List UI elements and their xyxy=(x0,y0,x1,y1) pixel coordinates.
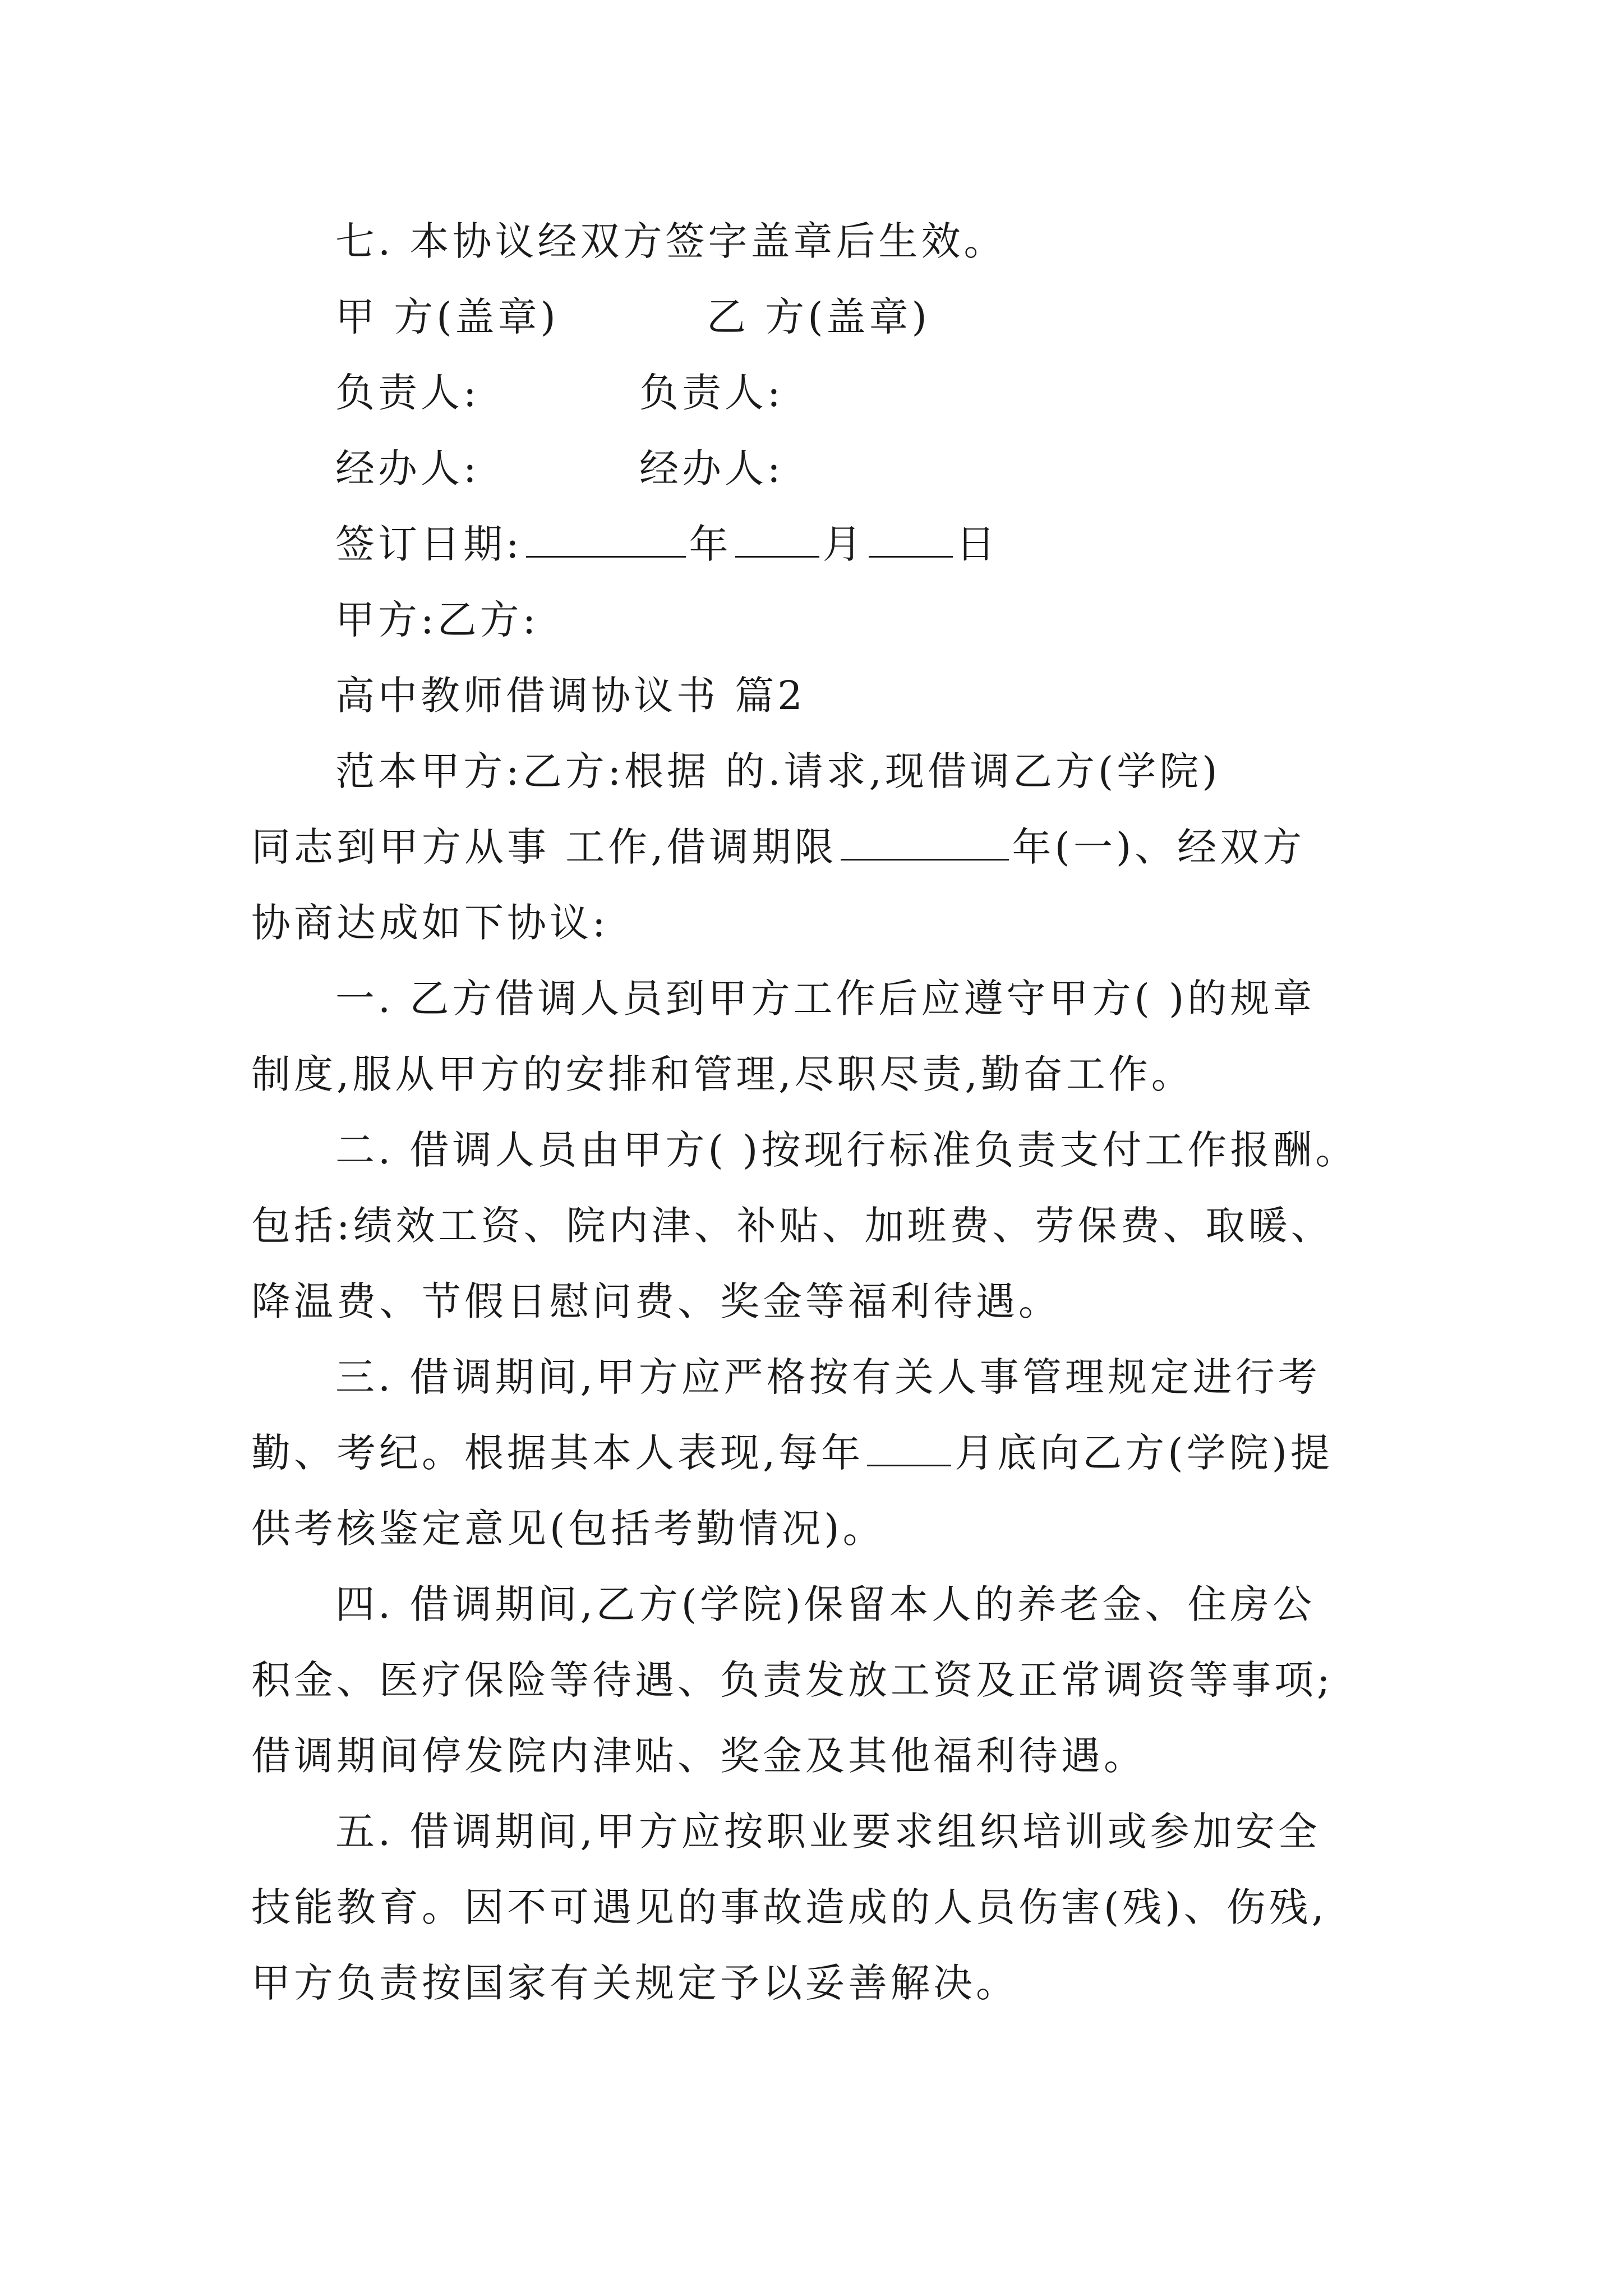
sign-date-line xyxy=(335,521,999,567)
clause-2-line-3: 降温费、节假日慰问费、奖金等福利待遇。 xyxy=(251,1278,1061,1324)
day-label: 日 xyxy=(956,521,999,567)
sign-date-label: 签订日期: xyxy=(335,521,523,567)
handler-a: 经办人: xyxy=(335,445,480,491)
clause-7: 七. 本协议经双方签字盖章后生效。 xyxy=(335,218,1007,264)
clause-2-line-2: 包括:绩效工资、院内津、补贴、加班费、劳保费、取暖、 xyxy=(251,1203,1334,1249)
intro-line-1: 范本甲方:乙方:根据 的.请求,现借调乙方(学院) xyxy=(335,748,1221,794)
term-blank xyxy=(841,859,1009,861)
clause-4-line-3: 借调期间停发院内津贴、奖金及其他福利待遇。 xyxy=(251,1733,1146,1779)
handler-b: 经办人: xyxy=(639,445,784,491)
month-label: 月 xyxy=(822,521,865,567)
clause-5-line-3: 甲方负责按国家有关规定予以妥善解决。 xyxy=(251,1960,1018,2006)
clause-2-line-1: 二. 借调人员由甲方( )按现行标准负责支付工作报酬。 xyxy=(335,1127,1358,1173)
responsible-a: 负责人: xyxy=(335,370,480,416)
day-blank xyxy=(869,556,953,558)
clause-4-line-1: 四. 借调期间,乙方(学院)保留本人的养老金、住房公 xyxy=(335,1581,1316,1627)
clause-5-line-2: 技能教育。因不可遇见的事故造成的人员伤害(残)、伤残, xyxy=(251,1884,1327,1930)
month-blank xyxy=(735,556,819,558)
clause-1-line-2: 制度,服从甲方的安排和管理,尽职尽责,勤奋工作。 xyxy=(251,1051,1194,1097)
responsible-b: 负责人: xyxy=(639,370,784,416)
intro-line-2-b: 年(一)、经双方 xyxy=(1012,824,1306,870)
clause-3-line-2-a: 勤、考纪。根据其本人表现,每年 xyxy=(251,1430,864,1476)
clause-4-line-2: 积金、医疗保险等待遇、负责发放工资及正常调资等事项; xyxy=(251,1657,1334,1703)
party-a-seal: 甲 方(盖章) xyxy=(335,294,559,340)
parties-line: 甲方:乙方: xyxy=(335,597,540,643)
intro-line-2 xyxy=(251,824,1306,870)
clause-5-line-1: 五. 借调期间,甲方应按职业要求组织培训或参加安全 xyxy=(335,1809,1321,1855)
clause-3-line-2-b: 月底向乙方(学院)提 xyxy=(955,1430,1333,1476)
intro-line-3: 协商达成如下协议: xyxy=(251,900,609,946)
clause-3-line-1: 三. 借调期间,甲方应严格按有关人事管理规定进行考 xyxy=(335,1354,1321,1400)
intro-line-2-a: 同志到甲方从事 工作,借调期限 xyxy=(251,824,837,870)
clause-3-line-3: 供考核鉴定意见(包括考勤情况)。 xyxy=(251,1506,886,1552)
year-label: 年 xyxy=(689,521,732,567)
year-blank xyxy=(526,556,686,558)
clause-3-line-2 xyxy=(251,1430,1333,1476)
section-heading: 高中教师借调协议书 篇2 xyxy=(335,673,806,719)
clause-1-line-1: 一. 乙方借调人员到甲方工作后应遵守甲方( )的规章 xyxy=(335,976,1316,1022)
month-blank-2 xyxy=(867,1465,951,1466)
party-b-seal: 乙 方(盖章) xyxy=(707,294,930,340)
